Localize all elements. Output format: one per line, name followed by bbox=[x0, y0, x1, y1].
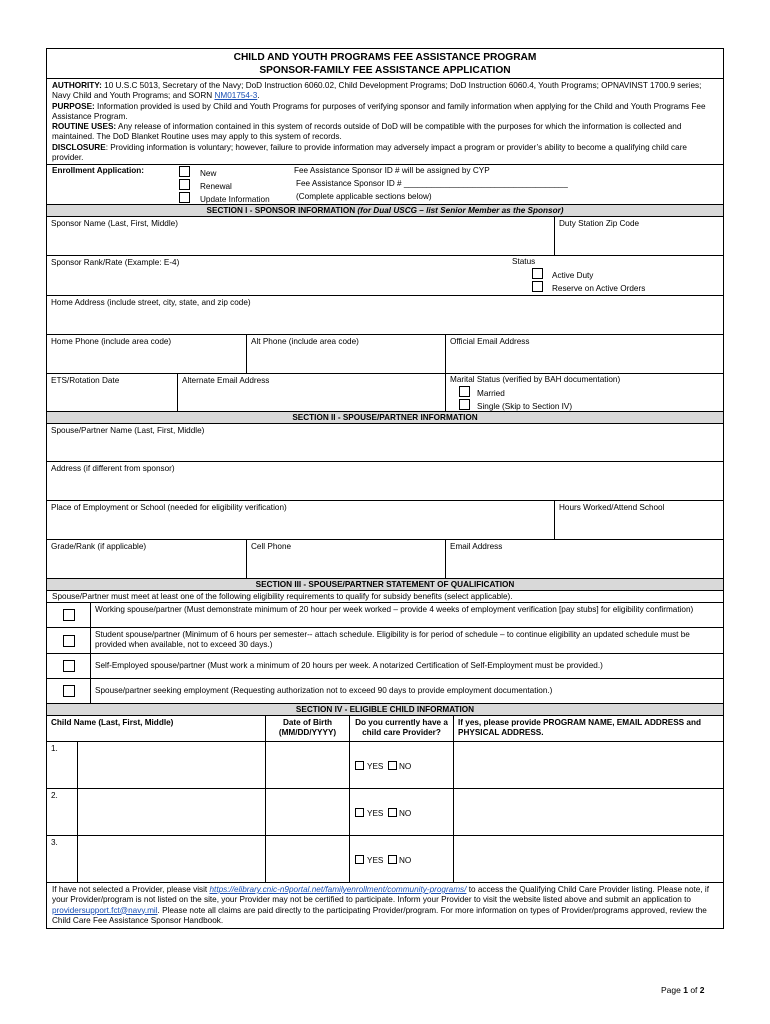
section1-note: (for Dual USCG – list Senior Member as the Sponsor) bbox=[357, 206, 564, 215]
duty-zip-label: Duty Station Zip Code bbox=[559, 219, 640, 228]
provider-no[interactable] bbox=[388, 855, 411, 866]
qual-student-box bbox=[47, 628, 90, 653]
page-current: 1 bbox=[683, 985, 688, 995]
status-reserve[interactable] bbox=[532, 281, 645, 294]
qualification-intro bbox=[47, 590, 723, 602]
enroll-note-sponsor-id[interactable]: Fee Assistance Sponsor ID # ____________________________________ bbox=[296, 179, 568, 188]
spouse-name-field[interactable] bbox=[47, 424, 723, 461]
sponsor-name-row bbox=[47, 216, 723, 255]
married-checkbox[interactable] bbox=[459, 386, 470, 397]
home-address-field[interactable] bbox=[47, 296, 723, 334]
no-label: NO bbox=[399, 762, 412, 771]
qual-student-checkbox[interactable] bbox=[63, 635, 75, 647]
reserve-checkbox[interactable] bbox=[532, 281, 543, 292]
child-name-input[interactable] bbox=[77, 789, 265, 835]
page-middle: of bbox=[687, 985, 700, 995]
marital-label: Marital Status (verified by BAH documentation) bbox=[450, 375, 621, 384]
child-provider-details-input[interactable] bbox=[453, 789, 723, 835]
child-provider-choice bbox=[349, 836, 453, 882]
child-dob-input[interactable] bbox=[265, 836, 349, 882]
enroll-new-checkbox[interactable] bbox=[179, 166, 190, 177]
sponsor-rank-label: Sponsor Rank/Rate (Example: E-4) bbox=[51, 258, 180, 267]
cell-phone-label: Cell Phone bbox=[251, 542, 292, 551]
form-title bbox=[47, 49, 723, 78]
qual-seeking-box bbox=[47, 679, 90, 703]
employment-row bbox=[47, 500, 723, 539]
spouse-name-row bbox=[47, 423, 723, 461]
col-dob: Date of Birth (MM/DD/YYYY) bbox=[265, 716, 349, 741]
single-label: Single (Skip to Section IV) bbox=[477, 402, 573, 411]
qual-working-text: Working spouse/partner (Must demonstrate minimum of 20 hour per week worked – provide 4 weeks of employment verification [pay stubs] for eligibility confirmation) bbox=[90, 603, 723, 627]
sponsor-rank-field[interactable] bbox=[47, 256, 507, 295]
child-row-number: 2. bbox=[51, 791, 58, 800]
child-provider-details-input[interactable] bbox=[453, 836, 723, 882]
col-provider: Do you currently have a child care Provider? bbox=[349, 716, 453, 741]
qual-seeking-checkbox[interactable] bbox=[63, 685, 75, 697]
child-row-1 bbox=[47, 741, 723, 788]
footer-text-1: If have not selected a Provider, please visit bbox=[52, 885, 210, 894]
authority-end: . bbox=[257, 91, 260, 101]
enrollment-label: Enrollment Application: bbox=[52, 166, 145, 175]
purpose-text: Information provided is used by Child and Youth Programs for purposes of verifying sponsor and family information when applying for the Child and Youth Programs Fee Assistance Program. bbox=[52, 101, 706, 121]
routine-uses-paragraph bbox=[52, 122, 718, 143]
fee-assistance-form bbox=[46, 48, 724, 929]
reserve-label: Reserve on Active Orders bbox=[552, 284, 646, 293]
sorn-link[interactable]: NM01754-3 bbox=[214, 91, 258, 101]
home-phone-label: Home Phone (include area code) bbox=[51, 337, 172, 346]
qual-self-employed bbox=[47, 653, 723, 678]
sponsor-rank-row bbox=[47, 255, 723, 295]
employment-label: Place of Employment or School (needed for eligibility verification) bbox=[51, 503, 287, 512]
child-row-number: 3. bbox=[51, 838, 58, 847]
section1-title: SECTION I - SPONSOR INFORMATION bbox=[206, 206, 356, 215]
child-provider-choice bbox=[349, 789, 453, 835]
official-email-field[interactable] bbox=[445, 335, 723, 373]
yes-checkbox[interactable] bbox=[355, 855, 364, 864]
official-email-label: Official Email Address bbox=[450, 337, 530, 346]
provider-yes[interactable] bbox=[355, 761, 383, 772]
spouse-email-field[interactable] bbox=[445, 540, 723, 578]
section4-heading: SECTION IV - ELIGIBLE CHILD INFORMATION bbox=[47, 703, 723, 715]
enroll-renewal-label: Renewal bbox=[200, 182, 232, 191]
grade-label: Grade/Rank (if applicable) bbox=[51, 542, 147, 551]
disclosure-label: DISCLOSURE bbox=[52, 142, 106, 152]
spouse-address-field[interactable] bbox=[47, 462, 723, 500]
status-active-duty[interactable] bbox=[532, 268, 593, 281]
qualification-intro-text: Spouse/Partner must meet at least one of the following eligibility requirements to qualify for subsidy benefits (select applicable). bbox=[52, 592, 513, 601]
sponsor-name-field[interactable] bbox=[47, 217, 554, 255]
section1-heading bbox=[47, 204, 723, 216]
yes-label: YES bbox=[367, 809, 384, 818]
child-row-number: 1. bbox=[51, 744, 58, 753]
col-details: If yes, please provide PROGRAM NAME, EMAIL ADDRESS and PHYSICAL ADDRESS. bbox=[453, 716, 723, 741]
qual-working-box bbox=[47, 603, 90, 627]
cell-phone-field[interactable] bbox=[246, 540, 445, 578]
provider-listing-link[interactable]: https://elibrary.cnic-n9portal.net/familyenrollment/community-programs/ bbox=[209, 885, 467, 894]
qual-working bbox=[47, 602, 723, 627]
qual-seeking-text-cell bbox=[90, 679, 723, 703]
duty-zip-field[interactable] bbox=[554, 217, 723, 255]
child-name-input[interactable] bbox=[77, 742, 265, 788]
qual-student-text: Student spouse/partner (Minimum of 6 hours per semester-- attach schedule. Eligibility is for period of schedule – to continue eligibility an updated schedule must be provided when available, not to exceed 30 days.) bbox=[90, 628, 723, 653]
home-address-row bbox=[47, 295, 723, 334]
ets-row bbox=[47, 373, 723, 411]
col-child-name: Child Name (Last, First, Middle) bbox=[51, 718, 174, 727]
provider-no[interactable] bbox=[388, 808, 411, 819]
disclosure-paragraph bbox=[52, 143, 718, 164]
enroll-option-update[interactable] bbox=[179, 192, 270, 205]
enrollment-application bbox=[47, 164, 723, 204]
marital-married[interactable] bbox=[459, 386, 505, 399]
page-number bbox=[661, 985, 705, 996]
enroll-renewal-checkbox[interactable] bbox=[179, 179, 190, 190]
provider-no[interactable] bbox=[388, 761, 411, 772]
active-duty-checkbox[interactable] bbox=[532, 268, 543, 279]
qual-self-text-cell bbox=[90, 654, 723, 678]
form-title-line2: SPONSOR-FAMILY FEE ASSISTANCE APPLICATION bbox=[259, 65, 511, 76]
child-dob-input[interactable] bbox=[265, 742, 349, 788]
enroll-update-checkbox[interactable] bbox=[179, 192, 190, 203]
enroll-note-complete: (Complete applicable sections below) bbox=[296, 192, 432, 201]
spouse-contact-row bbox=[47, 539, 723, 578]
authority-text: 10 U.S.C 5013, Secretary of the Navy; DoD Instruction 6060.02, Child Development Programs; DoD Instruction 6060.4, Youth Programs; OPNAVINST 1700.9 series; Navy Child and Youth Programs; and SORN bbox=[52, 81, 702, 101]
footer-text-2: to access the Qualifying Child Care Provider listing. Please note, if your Provider/program is not listed on the site, your Provider may not be certified to participate. Inform your Provider to visit the website listed above and submit an application to bbox=[52, 885, 709, 905]
child-provider-choice bbox=[349, 742, 453, 788]
alt-phone-field[interactable] bbox=[246, 335, 445, 373]
authority-label: AUTHORITY: bbox=[52, 81, 102, 90]
enroll-new-label: New bbox=[200, 169, 217, 178]
no-checkbox[interactable] bbox=[388, 761, 397, 770]
routine-text: Any release of information contained in this system of records outside of DoD will be compatible with the purposes for which the information is collected and maintained. The DoD Blanket Routine uses may apply to this system of records. bbox=[52, 122, 682, 142]
qual-seeking bbox=[47, 678, 723, 703]
page-prefix: Page bbox=[661, 985, 684, 995]
sponsor-name-label: Sponsor Name (Last, First, Middle) bbox=[51, 219, 178, 228]
hours-label: Hours Worked/Attend School bbox=[559, 503, 665, 512]
provider-yes[interactable] bbox=[355, 808, 383, 819]
section2-heading: SECTION II - SPOUSE/PARTNER INFORMATION bbox=[47, 411, 723, 423]
no-label: NO bbox=[399, 856, 412, 865]
marital-status-field bbox=[445, 374, 723, 411]
no-checkbox[interactable] bbox=[388, 855, 397, 864]
employment-field[interactable] bbox=[47, 501, 554, 539]
provider-yes[interactable] bbox=[355, 855, 383, 866]
footer-text-3: . Please note all claims are paid directly to the participating Provider/program. For more information on types of Provider/programs approved, review the Child Care Fee Assistance Sponsor Handbook. bbox=[52, 905, 707, 925]
provider-footer-note bbox=[47, 882, 723, 928]
privacy-act-statement bbox=[47, 78, 723, 164]
disclosure-text: : Providing information is voluntary; however, failure to provide information may adversely impact a program or provider’s ability to become a qualifying child care provider. bbox=[52, 142, 687, 162]
qual-self-text: Self-Employed spouse/partner (Must work a minimum of 20 hours per week. A notarized Certification of Self-Employment must be provided.) bbox=[95, 660, 603, 670]
yes-label: YES bbox=[367, 762, 384, 771]
phone-row bbox=[47, 334, 723, 373]
ets-label: ETS/Rotation Date bbox=[51, 376, 120, 385]
qual-seeking-text: Spouse/partner seeking employment (Requesting authorization not to exceed 90 days to provide employment documentation.) bbox=[95, 685, 553, 695]
authority-paragraph bbox=[52, 81, 718, 102]
spouse-address-row bbox=[47, 461, 723, 500]
page-total: 2 bbox=[699, 985, 705, 995]
yes-label: YES bbox=[367, 856, 384, 865]
yes-checkbox[interactable] bbox=[355, 761, 364, 770]
section3-heading: SECTION III - SPOUSE/PARTNER STATEMENT OF QUALIFICATION bbox=[47, 578, 723, 590]
alt-email-field[interactable] bbox=[177, 374, 445, 411]
no-checkbox[interactable] bbox=[388, 808, 397, 817]
marital-single[interactable] bbox=[459, 399, 572, 412]
routine-label: ROUTINE USES: bbox=[52, 122, 117, 131]
home-phone-field[interactable] bbox=[47, 335, 246, 373]
enroll-option-renewal[interactable] bbox=[179, 179, 232, 192]
child-provider-details-input[interactable] bbox=[453, 742, 723, 788]
purpose-paragraph bbox=[52, 102, 718, 123]
qual-student bbox=[47, 627, 723, 653]
alt-phone-label: Alt Phone (include area code) bbox=[251, 337, 359, 346]
child-row-2 bbox=[47, 788, 723, 835]
no-label: NO bbox=[399, 809, 412, 818]
child-table-header bbox=[47, 715, 723, 741]
yes-checkbox[interactable] bbox=[355, 808, 364, 817]
alt-email-label: Alternate Email Address bbox=[182, 376, 270, 385]
child-name-input[interactable] bbox=[77, 836, 265, 882]
child-row-3 bbox=[47, 835, 723, 882]
enroll-update-label: Update Information bbox=[200, 195, 270, 204]
ets-field[interactable] bbox=[47, 374, 177, 411]
spouse-email-label: Email Address bbox=[450, 542, 503, 551]
spouse-name-label: Spouse/Partner Name (Last, First, Middle) bbox=[51, 426, 205, 435]
spouse-address-label: Address (if different from sponsor) bbox=[51, 464, 175, 473]
form-title-line1: CHILD AND YOUTH PROGRAMS FEE ASSISTANCE PROGRAM bbox=[233, 52, 537, 63]
status-label: Status bbox=[512, 257, 536, 266]
status-field bbox=[507, 256, 723, 295]
purpose-label: PURPOSE: bbox=[52, 101, 95, 111]
child-dob-input[interactable] bbox=[265, 789, 349, 835]
enroll-note-assigned: Fee Assistance Sponsor ID # will be assigned by CYP bbox=[294, 166, 490, 175]
hours-field[interactable] bbox=[554, 501, 723, 539]
married-label: Married bbox=[477, 389, 505, 398]
qual-self-box bbox=[47, 654, 90, 678]
provider-support-email-link[interactable]: providersupport.fct@navy.mil bbox=[52, 905, 158, 915]
active-duty-label: Active Duty bbox=[552, 271, 594, 280]
enroll-option-new[interactable] bbox=[179, 166, 216, 179]
grade-field[interactable] bbox=[47, 540, 246, 578]
single-checkbox[interactable] bbox=[459, 399, 470, 410]
home-address-label: Home Address (include street, city, state, and zip code) bbox=[51, 298, 251, 307]
qual-working-checkbox[interactable] bbox=[63, 609, 75, 621]
qual-self-checkbox[interactable] bbox=[63, 660, 75, 672]
